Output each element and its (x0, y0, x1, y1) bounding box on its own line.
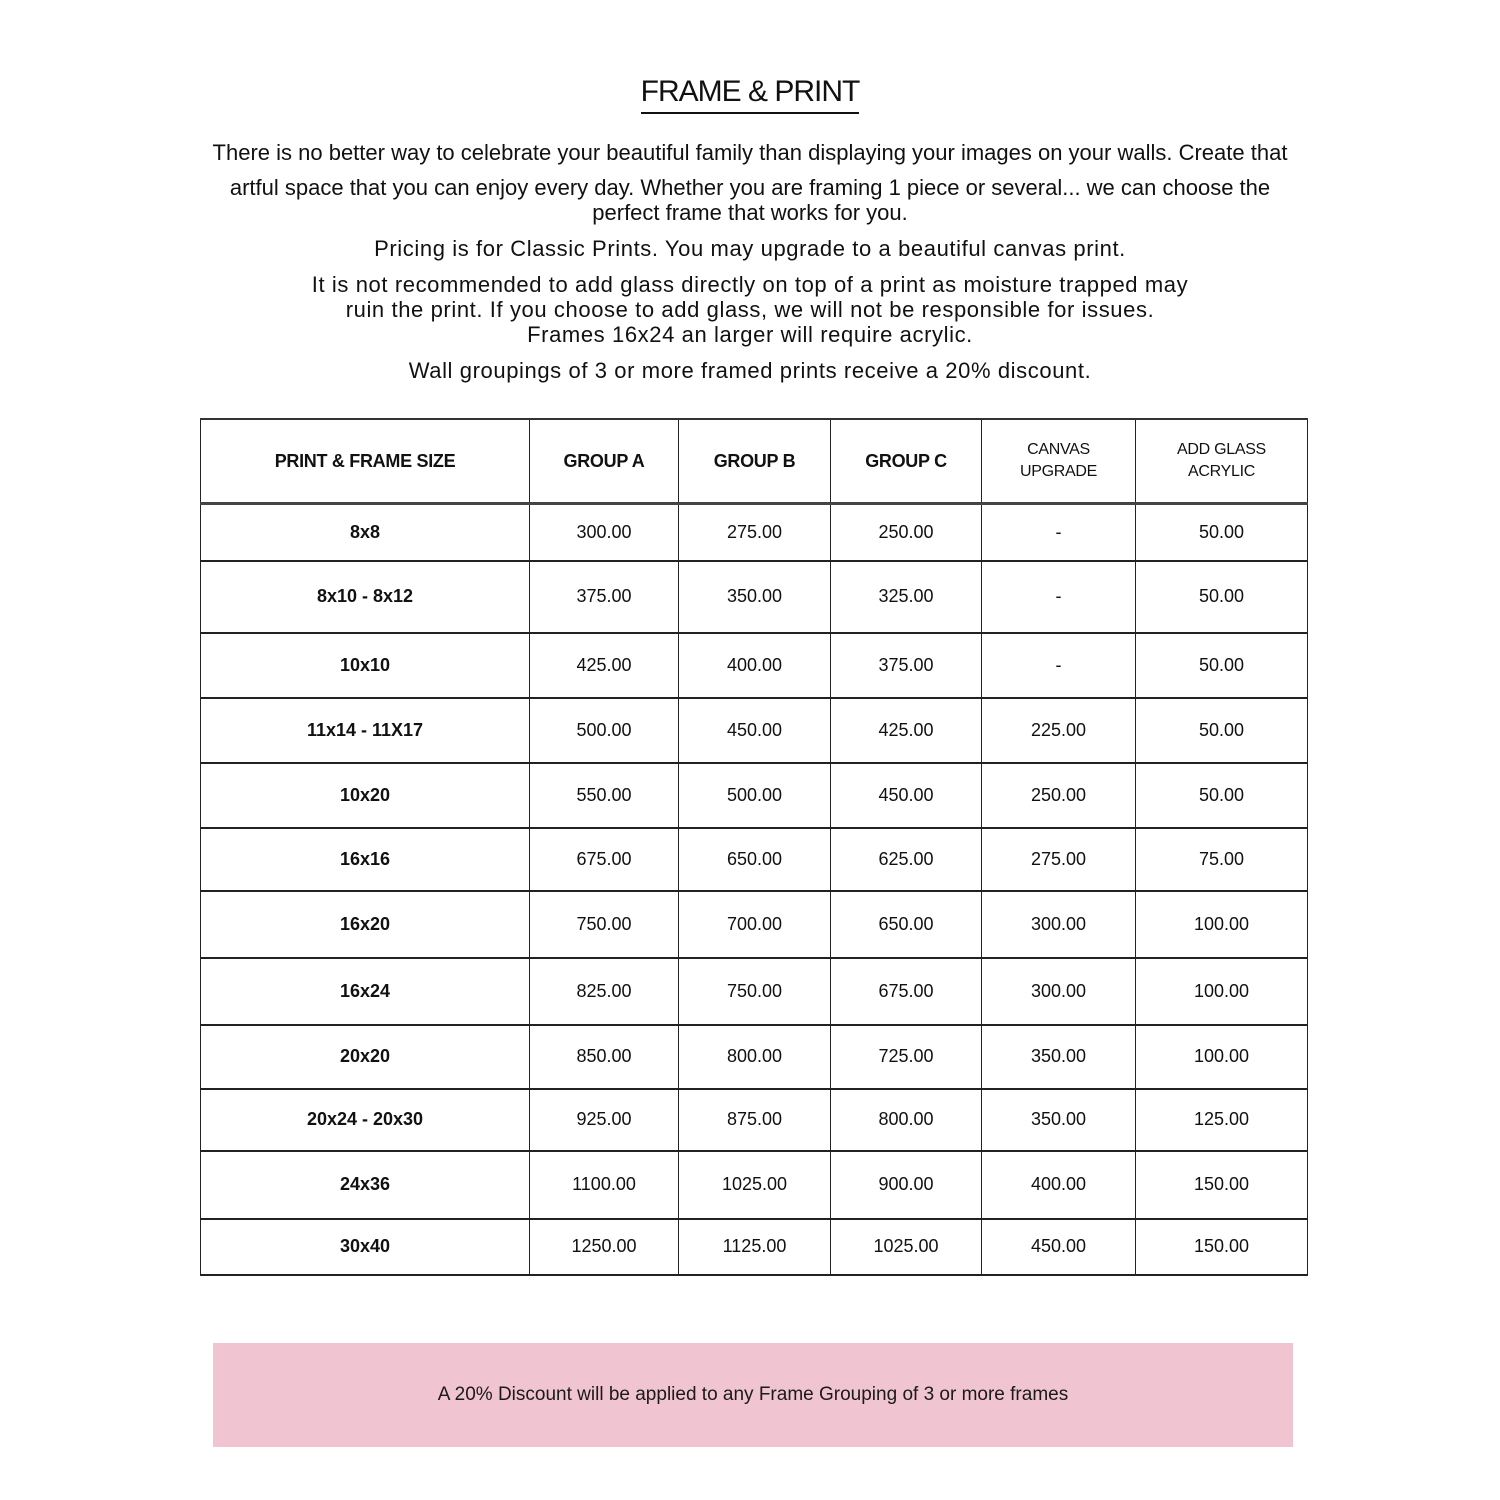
price-table (200, 418, 1308, 1276)
cell-add-glass: 125.00 (1136, 1089, 1308, 1151)
intro-paragraph-3-line-1: It is not recommended to add glass directly on top of a print as moisture trapped may (311, 272, 1189, 297)
table-row (201, 1089, 1308, 1151)
cell-canvas-upgrade: - (982, 561, 1136, 633)
cell-canvas-upgrade: 225.00 (982, 698, 1136, 763)
intro-paragraph-1-line-2: artful space that you can enjoy every day. Whether you are framing 1 piece or several... we can choose the (229, 175, 1271, 200)
table-row (201, 504, 1308, 561)
cell-size: 30x40 (201, 1219, 530, 1275)
price-table-body (201, 504, 1308, 1275)
cell-canvas-upgrade: 450.00 (982, 1219, 1136, 1275)
header-group-b: GROUP B (679, 419, 831, 504)
intro-text (150, 140, 1350, 394)
table-row (201, 1025, 1308, 1089)
cell-canvas-upgrade: 400.00 (982, 1151, 1136, 1219)
cell-group-a: 675.00 (530, 828, 679, 891)
intro-paragraph-2: Pricing is for Classic Prints. You may upgrade to a beautiful canvas print. (374, 236, 1126, 261)
cell-canvas-upgrade: - (982, 633, 1136, 698)
intro-paragraph-1-line-3: perfect frame that works for you. (592, 200, 908, 225)
cell-group-a: 750.00 (530, 891, 679, 958)
cell-add-glass: 50.00 (1136, 763, 1308, 828)
cell-size: 24x36 (201, 1151, 530, 1219)
cell-group-a: 425.00 (530, 633, 679, 698)
table-row (201, 958, 1308, 1025)
cell-add-glass: 75.00 (1136, 828, 1308, 891)
intro-paragraph-4: Wall groupings of 3 or more framed prints receive a 20% discount. (408, 358, 1092, 383)
cell-group-a: 300.00 (530, 504, 679, 561)
cell-size: 8x10 - 8x12 (201, 561, 530, 633)
cell-canvas-upgrade: 300.00 (982, 958, 1136, 1025)
cell-size: 16x24 (201, 958, 530, 1025)
table-row (201, 828, 1308, 891)
header-add-glass (1136, 419, 1308, 504)
cell-canvas-upgrade: 250.00 (982, 763, 1136, 828)
cell-group-a: 375.00 (530, 561, 679, 633)
cell-group-b: 400.00 (679, 633, 831, 698)
cell-add-glass: 50.00 (1136, 561, 1308, 633)
table-row (201, 1151, 1308, 1219)
cell-group-b: 875.00 (679, 1089, 831, 1151)
header-group-c: GROUP C (831, 419, 982, 504)
page-title: FRAME & PRINT (641, 74, 860, 114)
table-row (201, 763, 1308, 828)
cell-add-glass: 50.00 (1136, 633, 1308, 698)
cell-canvas-upgrade: 300.00 (982, 891, 1136, 958)
intro-paragraph-1-line-1: There is no better way to celebrate your beautiful family than displaying your images on your walls. Create that (212, 140, 1288, 165)
header-group-a: GROUP A (530, 419, 679, 504)
cell-canvas-upgrade: 350.00 (982, 1025, 1136, 1089)
cell-group-c: 625.00 (831, 828, 982, 891)
cell-add-glass: 100.00 (1136, 1025, 1308, 1089)
cell-group-b: 750.00 (679, 958, 831, 1025)
cell-add-glass: 100.00 (1136, 958, 1308, 1025)
cell-add-glass: 50.00 (1136, 698, 1308, 763)
table-row (201, 698, 1308, 763)
cell-add-glass: 150.00 (1136, 1219, 1308, 1275)
header-canvas-line-1: CANVAS (1027, 441, 1090, 458)
header-glass-line-1: ADD GLASS (1177, 441, 1266, 458)
cell-group-b: 1025.00 (679, 1151, 831, 1219)
cell-group-c: 800.00 (831, 1089, 982, 1151)
cell-group-a: 550.00 (530, 763, 679, 828)
cell-group-c: 250.00 (831, 504, 982, 561)
header-canvas-line-2: UPGRADE (1019, 463, 1098, 480)
header-canvas-upgrade (982, 419, 1136, 504)
cell-group-c: 1025.00 (831, 1219, 982, 1275)
cell-canvas-upgrade: 350.00 (982, 1089, 1136, 1151)
cell-size: 20x24 - 20x30 (201, 1089, 530, 1151)
cell-size: 11x14 - 11X17 (201, 698, 530, 763)
discount-banner-text: A 20% Discount will be applied to any Frame Grouping of 3 or more frames (437, 1384, 1069, 1405)
cell-group-c: 900.00 (831, 1151, 982, 1219)
cell-group-c: 450.00 (831, 763, 982, 828)
cell-group-a: 500.00 (530, 698, 679, 763)
cell-canvas-upgrade: - (982, 504, 1136, 561)
cell-size: 20x20 (201, 1025, 530, 1089)
cell-size: 8x8 (201, 504, 530, 561)
discount-banner (213, 1343, 1293, 1447)
page-title-wrap (0, 74, 1500, 114)
cell-group-c: 325.00 (831, 561, 982, 633)
cell-add-glass: 100.00 (1136, 891, 1308, 958)
cell-canvas-upgrade: 275.00 (982, 828, 1136, 891)
cell-group-b: 275.00 (679, 504, 831, 561)
cell-add-glass: 50.00 (1136, 504, 1308, 561)
cell-size: 10x20 (201, 763, 530, 828)
cell-group-c: 650.00 (831, 891, 982, 958)
intro-paragraph-3-line-3: Frames 16x24 an larger will require acrylic. (527, 322, 973, 347)
header-glass-line-2: ACRYLIC (1188, 463, 1255, 480)
cell-group-a: 1100.00 (530, 1151, 679, 1219)
cell-group-a: 825.00 (530, 958, 679, 1025)
cell-group-b: 500.00 (679, 763, 831, 828)
cell-group-c: 725.00 (831, 1025, 982, 1089)
cell-group-c: 425.00 (831, 698, 982, 763)
table-header-row (201, 419, 1308, 504)
cell-group-a: 925.00 (530, 1089, 679, 1151)
cell-group-b: 800.00 (679, 1025, 831, 1089)
cell-group-b: 700.00 (679, 891, 831, 958)
cell-size: 16x20 (201, 891, 530, 958)
table-row (201, 1219, 1308, 1275)
cell-group-c: 375.00 (831, 633, 982, 698)
table-row (201, 561, 1308, 633)
cell-size: 16x16 (201, 828, 530, 891)
cell-group-a: 850.00 (530, 1025, 679, 1089)
cell-group-c: 675.00 (831, 958, 982, 1025)
table-row (201, 891, 1308, 958)
header-size: PRINT & FRAME SIZE (201, 419, 530, 504)
cell-group-b: 450.00 (679, 698, 831, 763)
cell-add-glass: 150.00 (1136, 1151, 1308, 1219)
cell-size: 10x10 (201, 633, 530, 698)
cell-group-a: 1250.00 (530, 1219, 679, 1275)
intro-paragraph-3-line-2: ruin the print. If you choose to add glass, we will not be responsible for issues. (345, 297, 1155, 322)
cell-group-b: 650.00 (679, 828, 831, 891)
table-row (201, 633, 1308, 698)
cell-group-b: 350.00 (679, 561, 831, 633)
cell-group-b: 1125.00 (679, 1219, 831, 1275)
